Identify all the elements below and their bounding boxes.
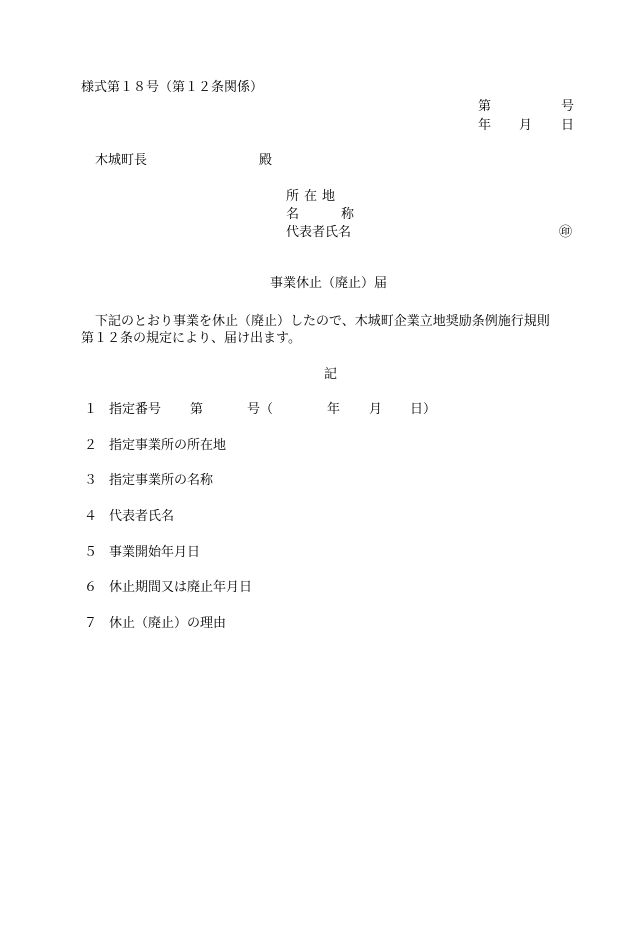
body-text-line-2: 第１２条の規定により、届け出ます。 (81, 331, 301, 346)
item-designation-number: 指定番号 (109, 402, 162, 417)
item-number: ５ (84, 545, 98, 560)
seal-mark-icon: ㊞ (559, 225, 573, 240)
item-number: ７ (84, 616, 98, 631)
body-text-line-1: 下記のとおり事業を休止（廃止）したので、木城町企業立地奨励条例施行規則 (95, 314, 550, 329)
name-label-char-1: 名 (286, 207, 300, 222)
document-title: 事業休止（廃止）届 (270, 276, 388, 291)
form-number: 様式第１８号（第１２条関係） (81, 80, 264, 95)
item-number: ３ (84, 473, 98, 488)
item-number: ６ (84, 580, 98, 595)
item-business-start-date: 事業開始年月日 (109, 545, 201, 560)
addressee-name: 木城町長 (95, 153, 148, 168)
item1-day-label: 日） (410, 402, 437, 417)
item1-go-label: 号（ (247, 402, 274, 417)
item-office-location: 指定事業所の所在地 (109, 438, 227, 453)
applicant-representative-label: 代表者氏名 (286, 225, 352, 240)
item1-month-label: 月 (369, 402, 383, 417)
date-month-label: 月 (519, 118, 533, 133)
name-label-char-2: 称 (341, 207, 355, 222)
item-number: ２ (84, 438, 98, 453)
date-year-label: 年 (478, 118, 492, 133)
item-number: １ (84, 402, 98, 417)
item-suspension-period: 休止期間又は廃止年月日 (109, 580, 253, 595)
doc-number-suffix: 号 (561, 99, 575, 114)
date-day-label: 日 (561, 118, 575, 133)
item-suspension-reason: 休止（廃止）の理由 (109, 616, 227, 631)
item1-year-label: 年 (327, 402, 341, 417)
item-representative-name: 代表者氏名 (109, 509, 175, 524)
applicant-address-label: 所在地 (286, 189, 341, 204)
doc-number-prefix: 第 (478, 99, 492, 114)
item-number: ４ (84, 509, 98, 524)
item1-dai-label: 第 (190, 402, 204, 417)
addressee-honorific: 殿 (259, 153, 273, 168)
ki-heading: 記 (324, 367, 338, 382)
item-office-name: 指定事業所の名称 (109, 473, 214, 488)
